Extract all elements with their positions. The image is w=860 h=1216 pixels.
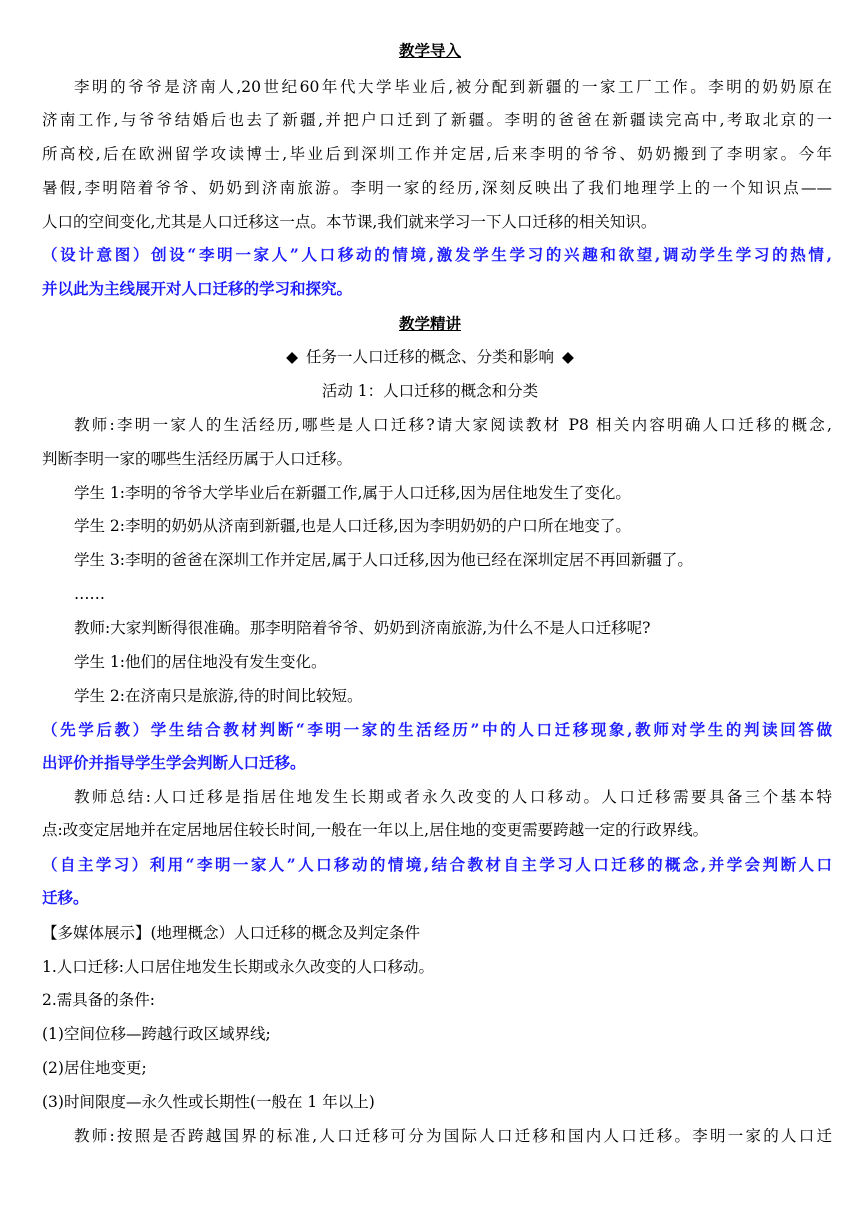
student-answer-3: 学生 3:李明的爸爸在深圳工作并定居,属于人口迁移,因为他已经在深圳定居不再回新疆了。 (74, 551, 693, 569)
teacher-question-line-1: 教师:李明一家人的生活经历,哪些是人口迁移?请大家阅读教材 P8 相关内容明确人口迁移的概念, (74, 416, 832, 434)
student-answer-2: 学生 2:李明的奶奶从济南到新疆,也是人口迁移,因为李明奶奶的户口所在地变了。 (74, 517, 631, 535)
teacher-question-line-2: 判断李明一家的哪些生活经历属于人口迁移。 (42, 450, 353, 468)
student-answer-4: 学生 1:他们的居住地没有发生变化。 (74, 653, 327, 671)
main-heading (0, 314, 860, 334)
intro-line-5: 人口的空间变化,尤其是人口迁移这一点。本节课,我们就来学习一下人口迁移的相关知识。 (42, 213, 657, 231)
intro-line-4: 暑假,李明陪着爷爷、奶奶到济南旅游。李明一家的经历,深刻反映出了我们地理学上的一个知识点—— (42, 179, 832, 197)
media-item-1: 1.人口迁移:人口居住地发生长期或永久改变的人口移动。 (42, 958, 435, 976)
summary-line-2: 点:改变定居地并在定居地居住较长时间,一般在一年以上,居住地的变更需要跨越一定的行政界线。 (42, 821, 709, 839)
main-heading-text: 教学精讲 (398, 314, 461, 333)
intro-line-3: 所高校,后在欧洲留学攻读博士,毕业后到深圳工作并定居,后来李明的爷爷、奶奶搬到了李明家。今年 (42, 145, 832, 163)
diamond-icon: ◆ (562, 348, 574, 366)
intro-line-1: 李明的爷爷是济南人,20世纪60年代大学毕业后,被分配到新疆的一家工厂工作。李明的奶奶原在 (74, 78, 832, 96)
intro-heading (0, 41, 860, 61)
self-study-note-line-1: （自主学习）利用“李明一家人”人口移动的情境,结合教材自主学习人口迁移的概念,并学会判断人口 (42, 855, 832, 874)
intro-line-2: 济南工作,与爷爷结婚后也去了新疆,并把户口迁到了新疆。李明的爸爸在新疆读完高中,考取北京的一 (42, 111, 832, 129)
ellipsis: …… (74, 585, 105, 603)
task-title-text: 任务一人口迁移的概念、分类和影响 (305, 348, 554, 366)
self-study-note-line-2: 迁移。 (42, 888, 89, 907)
summary-line-1: 教师总结:人口迁移是指居住地发生长期或者永久改变的人口移动。人口迁移需要具备三个基本特 (74, 788, 832, 806)
student-answer-1: 学生 1:李明的爷爷大学毕业后在新疆工作,属于人口迁移,因为居住地发生了变化。 (74, 484, 631, 502)
condition-2: (2)居住地变更; (42, 1059, 147, 1077)
activity-title: 活动 1：人口迁移的概念和分类 (321, 382, 539, 400)
diamond-icon: ◆ (286, 348, 298, 366)
teach-note-line-2: 出评价并指导学生学会判断人口迁移。 (42, 753, 306, 772)
media-item-2: 2.需具备的条件: (42, 991, 156, 1009)
media-title: 【多媒体展示】(地理概念）人口迁移的概念及判定条件 (42, 924, 421, 942)
task-title (0, 347, 860, 367)
design-note-line-1: （设计意图）创设“李明一家人”人口移动的情境,激发学生学习的兴趣和欲望,调动学生学习的热情, (42, 245, 832, 264)
intro-heading-text: 教学导入 (398, 41, 461, 60)
condition-1: (1)空间位移—跨越行政区域界线; (42, 1025, 271, 1043)
student-answer-5: 学生 2:在济南只是旅游,待的时间比较短。 (74, 687, 363, 705)
teach-note-line-1: （先学后教）学生结合教材判断“李明一家的生活经历”中的人口迁移现象,教师对学生的判读回答做 (42, 720, 832, 739)
design-note-line-2: 并以此为主线展开对人口迁移的学习和探究。 (42, 279, 353, 298)
condition-3: (3)时间限度—永久性或长期性(一般在 1 年以上) (42, 1093, 375, 1111)
teacher-question-2: 教师:大家判断得很准确。那李明陪着爷爷、奶奶到济南旅游,为什么不是人口迁移呢? (74, 619, 651, 637)
closing-line-1: 教师:按照是否跨越国界的标准,人口迁移可分为国际人口迁移和国内人口迁移。李明一家的人口迁 (74, 1127, 832, 1145)
